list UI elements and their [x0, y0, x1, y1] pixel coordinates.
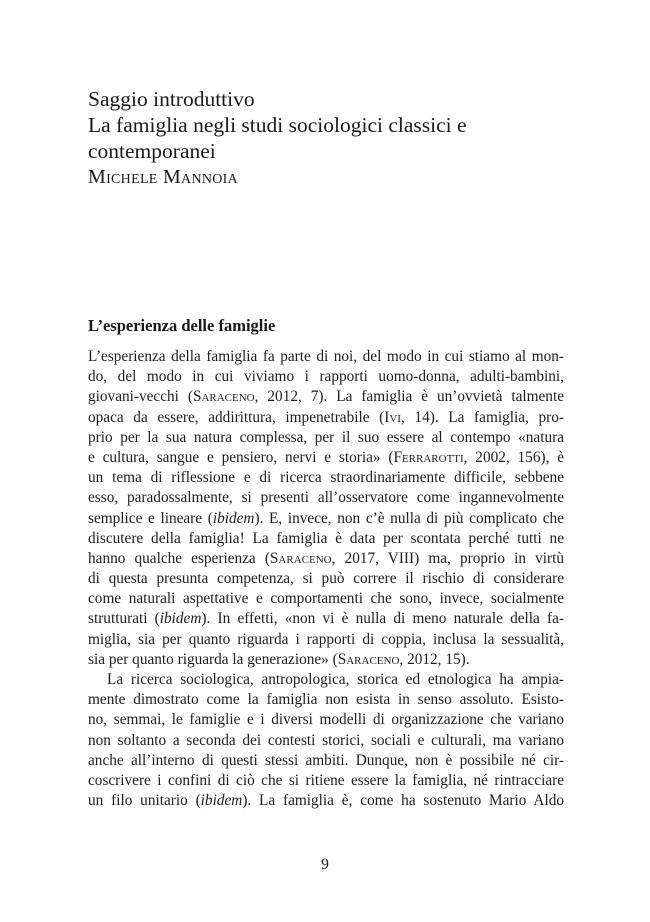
text-line: do, del modo in cui viviamo i rapporti uomo-donna, adulti-bambini,	[88, 368, 564, 386]
text-line: miglia, sia per quanto riguarda i rapporti di coppia, inclusa la sessualità,	[88, 630, 564, 648]
text-line: un tema di riflessione e di ricerca straordinariamente difficile, sebbene	[88, 469, 564, 487]
text-line: L’esperienza della famiglia fa parte di noi, del modo in cui stiamo al mon-	[88, 348, 564, 365]
chapter-title-line-2: contemporanei	[88, 139, 216, 163]
text-line: no, semmai, le famiglie e i diversi modelli di organizzazione che variano	[88, 711, 564, 729]
text-line: un filo unitario (ibidem). La famiglia è, come ha sostenuto Mario Aldo	[88, 792, 564, 810]
text-line: non soltanto a seconda dei contesti storici, sociali e culturali, ma variano	[88, 731, 564, 749]
italic-term: ibidem	[212, 509, 255, 527]
text-line: giovani-vecchi (Saraceno, 2012, 7). La famiglia è un’ovvietà talmente	[88, 388, 564, 406]
author-name: Michele Mannoia	[88, 166, 239, 188]
text-line: anche all’interno di questi stessi ambiti. Dunque, non è possibile né cir-	[88, 751, 564, 769]
text-line: di questa presunta competenza, si può correre il rischio di considerare	[88, 570, 564, 588]
italic-term: ibidem	[200, 792, 243, 810]
text-line: e cultura, sangue e pensiero, nervi e storia» (Ferrarotti, 2002, 156), è	[88, 448, 564, 466]
paragraph-2	[88, 670, 564, 811]
chapter-kicker: Saggio introduttivo	[88, 87, 255, 111]
cited-author: Saraceno	[192, 388, 255, 406]
text-line: esso, paradossalmente, si presenti all’osservatore come ingannevolmente	[88, 489, 564, 507]
text-line: discutere della famiglia! La famiglia è data per scontata perché tutti ne	[88, 529, 564, 547]
chapter-title-block	[88, 86, 568, 190]
cited-author: Ivi	[384, 408, 401, 426]
text-line: come naturali aspettative e comportamenti che sono, invece, socialmente	[88, 590, 564, 608]
text-line: strutturati (ibidem). In effetti, «non vi è nulla di meno naturale della fa-	[88, 610, 564, 628]
text-line: hanno qualche esperienza (Saraceno, 2017, VIII) ma, proprio in virtù	[88, 549, 564, 567]
text-line: prio per la sua natura complessa, per il suo essere al contempo «natura	[88, 428, 564, 446]
cited-author: Saraceno	[337, 650, 400, 668]
page-number: 9	[321, 856, 329, 873]
body-text	[88, 347, 564, 811]
text-line: semplice e lineare (ibidem). E, invece, non c’è nulla di più complicato che	[88, 509, 564, 527]
chapter-title-line-1: La famiglia negli studi sociologici classici e	[88, 113, 467, 137]
text-line: La ricerca sociologica, antropologica, storica ed etnologica ha ampia-	[107, 671, 564, 688]
text-line: mente dimostrato come la famiglia non esista in senso assoluto. Esisto-	[88, 691, 564, 709]
cited-author: Ferrarotti	[393, 448, 464, 466]
cited-author: Saraceno	[269, 549, 332, 567]
text-line: sia per quanto riguarda la generazione» (Saraceno, 2012, 15).	[88, 650, 470, 668]
italic-term: ibidem	[159, 610, 202, 628]
paragraph-1	[88, 347, 564, 670]
text-line: coscrivere i confini di ciò che si ritiene essere la famiglia, né rintracciare	[88, 771, 564, 789]
text-line: opaca da essere, addirittura, impenetrabile (Ivi, 14). La famiglia, pro-	[88, 408, 564, 426]
section-heading: L’esperienza delle famiglie	[88, 316, 276, 335]
